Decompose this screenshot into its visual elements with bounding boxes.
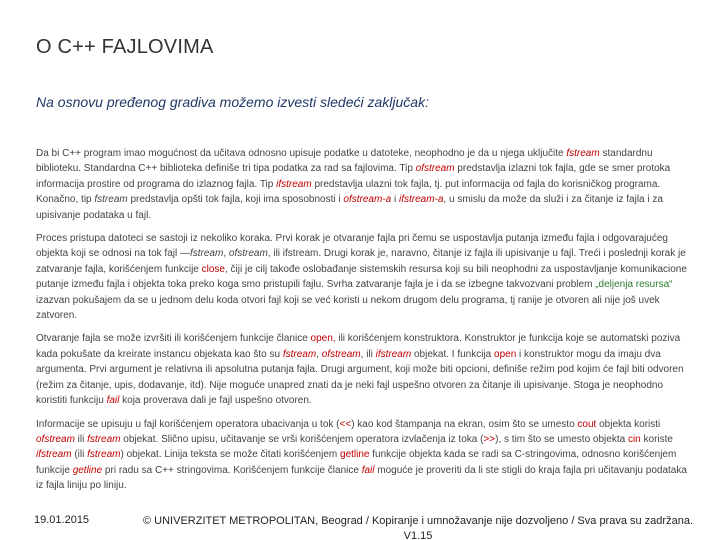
text: funkcije objekta kada se radi sa C-stringovima, odnosno korišćenjem funkcije: [36, 449, 677, 476]
text: , ili korišćenjem konstruktora. Konstruktor je funkcija koje se automatski poziva kada pokušate da kreirate instancu objekata kao što su: [36, 333, 681, 360]
text: objekat. I funkcija: [411, 348, 495, 360]
slide-body: [36, 146, 696, 502]
footer-copyright: © UNIVERZITET METROPOLITAN, Beograd / Kopiranje i umnožavanje nije dozvoljeno / Sva prava su zadržana. V1.15: [143, 515, 693, 540]
keyword-ofstream: ofstream: [321, 348, 361, 360]
keyword-ifstream: ifstream: [276, 178, 312, 190]
text: ili: [74, 433, 88, 445]
keyword-close: close: [201, 263, 225, 275]
text: objekat. Slično upisu, učitavanje se vrši korišćenjem operatora izvlačenja iz toka (: [120, 433, 484, 445]
keyword-cout: cout: [577, 418, 597, 430]
text: i konstruktor mogu da imaju dva argumenta. Prvi argument je relativna ili apsolutna putanja fajla. Drugi argument, koji može biti opcioni, definiše režim pod kojim će fajl biti odvoren (režim za čitanje, upis, dodavanje, itd). Nije moguće unapred znati da je neki fajl uspešno otvoren za čitanje ili upisivanje. Stoga je neophodno koristiti funkciju: [36, 348, 684, 407]
text: i: [391, 194, 399, 206]
text: standardnu biblioteku. Standardna C++ biblioteka definiše tri tipa podatka za rad sa fajlovima. Tip: [36, 148, 653, 175]
text: objekta koristi: [596, 418, 661, 430]
text: , u smislu da može da služi i za čitanje iz fajla i za upisivanje podataka u fajl.: [36, 194, 663, 221]
text: Informacije se upisuju u fajl korišćenjem operatora ubacivanja u tok (: [36, 418, 340, 430]
keyword-getline: getline: [340, 449, 370, 461]
keyword-ifstream: ifstream: [36, 449, 72, 461]
keyword-ofstream: ofstream: [415, 163, 455, 175]
keyword-fstream: fstream: [282, 348, 317, 360]
keyword-ifstream-a: ifstream-a: [398, 194, 444, 206]
operator-extraction: >>: [483, 433, 496, 445]
paragraph-4: [36, 417, 696, 494]
keyword-fail: fail: [361, 464, 375, 476]
text: , ili ifstream. Drugi korak je, naravno, čitanje iz fajla ili upisivanje u fajl. Treći i poslednji korak je zatvaranje fajla, korišćenjem funkcije: [36, 248, 686, 275]
keyword-getline: getline: [72, 464, 103, 476]
text: koja proverava dali je fajl uspešno otvoren.: [119, 395, 312, 407]
keyword-ofstream: ofstream: [228, 248, 268, 260]
text: Otvaranje fajla se može izvršiti ili korišćenjem funkcije članice: [36, 333, 311, 345]
text: , čiji je cilj takođe oslobađanje sistemskih resursa koji su bili neophodni za uspostavljanje komunikacione putanje između fajla i objekta toka preko koga smo pristupili fajlu. Svrha zatvaranje fajla je i da se izbegne takvozvani problem: [36, 263, 687, 291]
text: pri radu sa C++ stringovima. Korišćenjem funkcije članice: [102, 464, 362, 476]
keyword-open: open: [310, 333, 333, 345]
slide-subtitle: Na osnovu pređenog gradiva možemo izvesti sledeći zaključak:: [36, 94, 429, 110]
text: ) kao kod štampanja na ekran, osim što se umesto: [351, 418, 578, 430]
keyword-open: open: [494, 348, 517, 360]
text: izazvan pokušajem da se u jednom delu koda otvori fajl koji se već koristi u nekom drugom delu programa, tj ranije je otvoren ali nije još uvek zatvoren.: [36, 294, 660, 322]
paragraph-3: [36, 331, 696, 408]
keyword-fail: fail: [106, 395, 120, 407]
text: , ili: [360, 348, 376, 360]
footer-date: 19.01.2015: [34, 514, 90, 526]
text: Proces pristupa datoteci se sastoji iz nekoliko koraka. Prvi korak je otvaranje fajla pri čemu se uspostavlja putanja između fajla i odgovarajućeg objekta koji se odnosi na tok fajl —: [36, 233, 668, 260]
keyword-ofstream: ofstream: [36, 433, 75, 445]
keyword-fstream: fstream: [87, 433, 121, 445]
text: ) objekat. Linija teksta se može čitati korišćenjem: [120, 449, 341, 461]
paragraph-2: [36, 231, 696, 323]
keyword-cin: cin: [627, 433, 641, 445]
text: koriste: [640, 433, 673, 445]
text: predstavlja izlazni tok fajla, gde se smer protoka informacija prostire od programa do izlaznog fajla. Tip: [36, 163, 671, 190]
keyword-ifstream: ifstream: [375, 348, 412, 360]
keyword-fstream: fstream: [189, 248, 224, 260]
keyword-fstream: fstream: [87, 449, 121, 461]
keyword-ofstream-a: ofstream-a: [343, 194, 392, 206]
slide-title: O C++ FAJLOVIMA: [36, 36, 214, 58]
text: Da bi C++ program imao mogućnost da učitava odnosno upisuje podatke u datoteke, neophodno je da u njega uključite: [36, 148, 567, 159]
text: moguće je proveriti da li ste stigli do kraja fajla pri učitavanju podataka iz fajla liniju po liniju.: [36, 464, 687, 492]
paragraph-1: [36, 146, 696, 223]
text: ,: [316, 348, 322, 360]
keyword-dangling: „deljenja resursa“: [595, 279, 673, 291]
text: (ili: [71, 449, 88, 461]
keyword-fstream: fstream: [94, 194, 128, 206]
text: ,: [223, 248, 229, 260]
keyword-fstream: fstream: [566, 148, 600, 159]
text: predstavlja ulazni tok fajla, tj. put informacija od fajla do korisničkog programa. Konačno, tip: [36, 178, 661, 206]
text: predstavlja opšti tok fajla, koji ima sposobnosti i: [127, 194, 344, 206]
text: ), s tim što se umesto objekta: [495, 433, 628, 445]
operator-insertion: <<: [339, 418, 352, 430]
